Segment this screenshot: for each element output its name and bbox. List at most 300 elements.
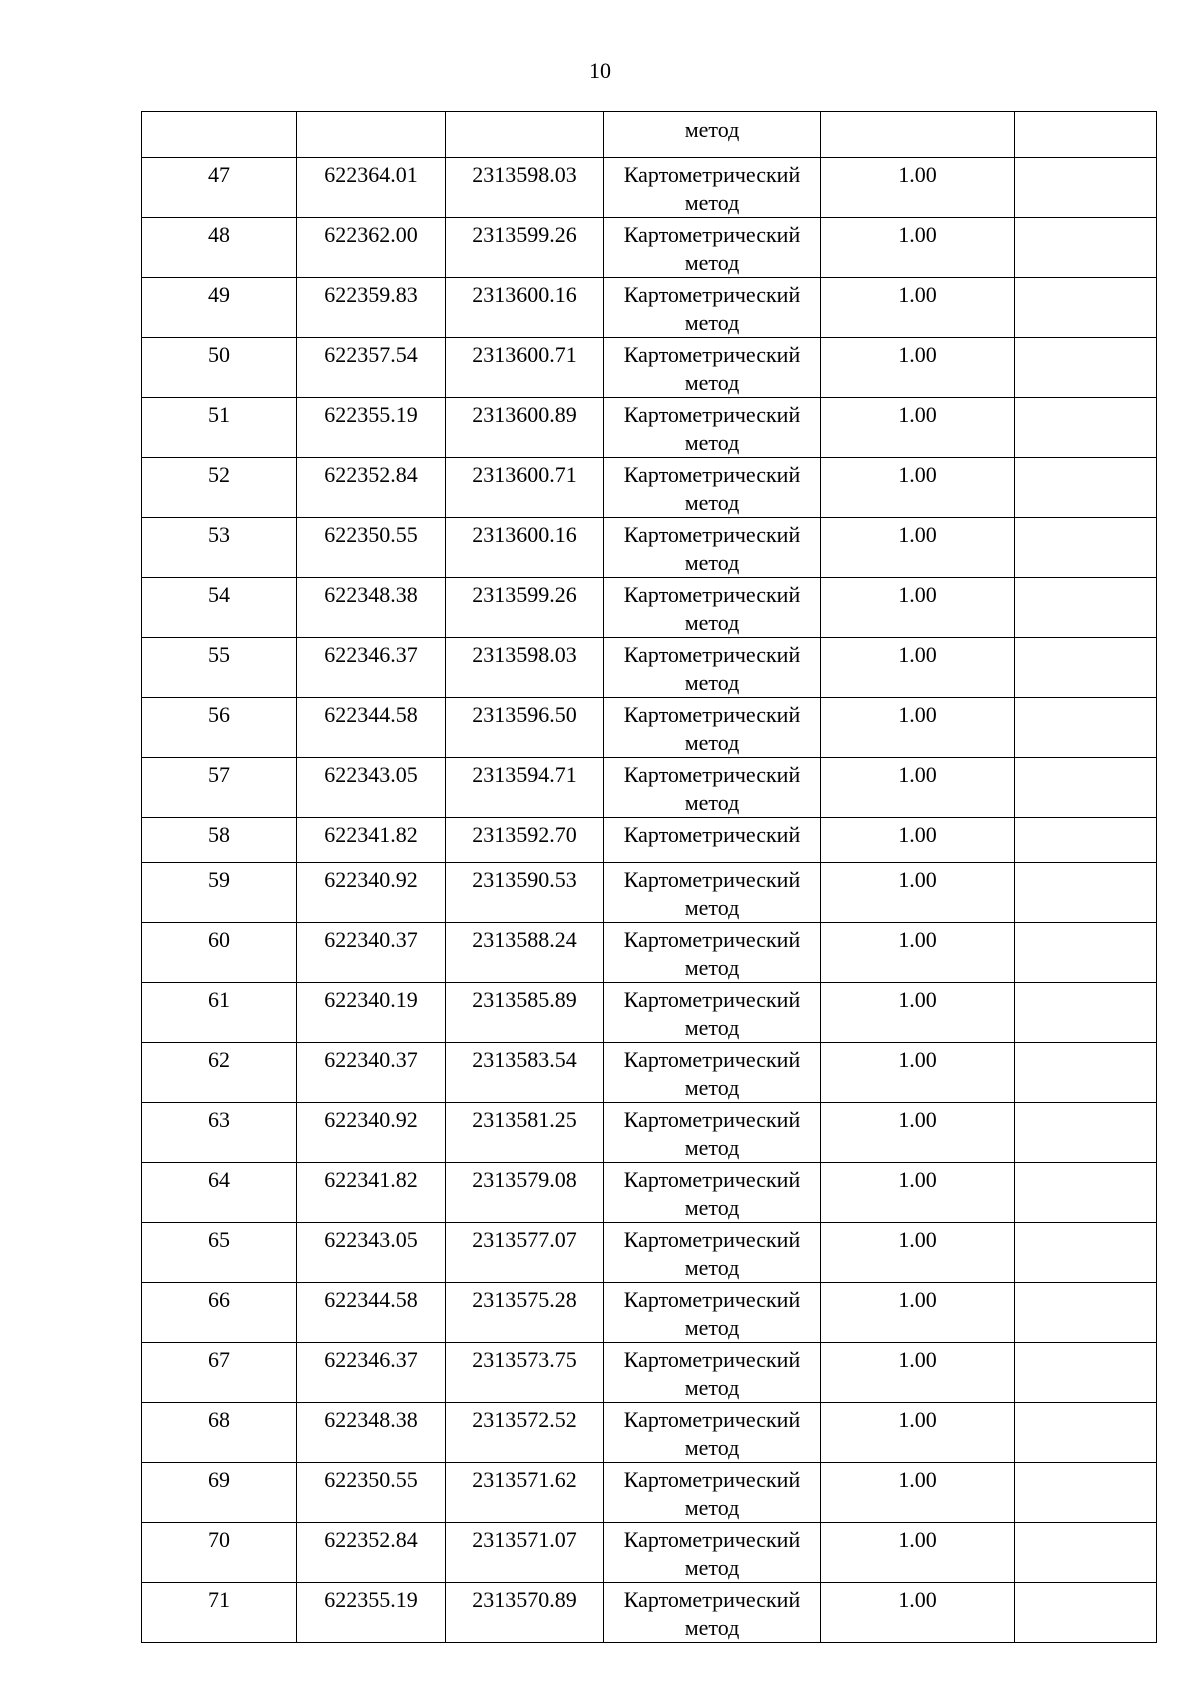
cell-method (604, 698, 821, 758)
cell-y-text: 2313581.25 (472, 1107, 577, 1132)
table-row (142, 218, 1157, 278)
cell-description (1015, 983, 1157, 1043)
cell-y (446, 518, 604, 578)
cell-description (1015, 1043, 1157, 1103)
cell-accuracy-text: 1.00 (898, 582, 937, 607)
cell-x-text: 622350.55 (324, 522, 418, 547)
method-line-2: метод (684, 1615, 740, 1640)
cell-accuracy-text: 1.00 (898, 987, 937, 1012)
cell-method (604, 338, 821, 398)
cell-description (1015, 578, 1157, 638)
cell-accuracy (821, 923, 1015, 983)
cell-accuracy-text: 1.00 (898, 1227, 937, 1252)
method-line-2: метод (684, 550, 740, 575)
cell-point-number-text: 50 (208, 342, 230, 367)
cell-point-number-text: 61 (208, 987, 230, 1012)
table-row (142, 1343, 1157, 1403)
method-line-2: метод (684, 1555, 740, 1580)
cell-accuracy-text: 1.00 (898, 702, 937, 727)
table-row-continuation (142, 112, 1157, 158)
method-line-2: метод (684, 310, 740, 335)
cell-method (604, 158, 821, 218)
method-line-1: Картометрический (623, 987, 801, 1012)
method-line-1: Картометрический (623, 162, 801, 187)
method-line-1: Картометрический (623, 1527, 801, 1552)
cell-point-number-text: 69 (208, 1467, 230, 1492)
method-line-1: Картометрический (623, 1407, 801, 1432)
cell-x (297, 983, 446, 1043)
cell-y (446, 698, 604, 758)
cell-y-text: 2313600.89 (472, 402, 577, 427)
cell-x (297, 1043, 446, 1103)
cell-y (446, 1463, 604, 1523)
cell-x-text: 622346.37 (324, 642, 418, 667)
cell-accuracy (821, 1103, 1015, 1163)
method-line-1: Картометрический (623, 867, 801, 892)
cell-accuracy-text: 1.00 (898, 1047, 937, 1072)
table-row (142, 338, 1157, 398)
cell-x-text: 622346.37 (324, 1347, 418, 1372)
cell-description (1015, 518, 1157, 578)
cell-y-text: 2313590.53 (472, 867, 577, 892)
cell-x (297, 458, 446, 518)
cell-method (604, 112, 821, 158)
cell-method (604, 398, 821, 458)
cell-point-number-text: 51 (208, 402, 230, 427)
cell-x (297, 1343, 446, 1403)
cell-x (297, 1223, 446, 1283)
table-row (142, 983, 1157, 1043)
cell-accuracy-text: 1.00 (898, 162, 937, 187)
cell-y (446, 112, 604, 158)
cell-x (297, 1403, 446, 1463)
cell-y (446, 638, 604, 698)
cell-accuracy-text: 1.00 (898, 1527, 937, 1552)
cell-description (1015, 1223, 1157, 1283)
page-number: 10 (589, 58, 611, 83)
cell-x (297, 218, 446, 278)
method-line-2: метод (684, 250, 740, 275)
method-line-1: Картометрический (623, 522, 801, 547)
cell-method (604, 1403, 821, 1463)
cell-accuracy-text: 1.00 (898, 402, 937, 427)
method-line-2: метод (684, 670, 740, 695)
table-row (142, 1043, 1157, 1103)
cell-x-text: 622355.19 (324, 1587, 418, 1612)
cell-x (297, 112, 446, 158)
cell-accuracy-text: 1.00 (898, 1467, 937, 1492)
cell-method (604, 983, 821, 1043)
cell-description (1015, 1403, 1157, 1463)
cell-y-text: 2313571.07 (472, 1527, 577, 1552)
method-line-1: Картометрический (623, 402, 801, 427)
cell-point-number-text: 56 (208, 702, 230, 727)
cell-accuracy (821, 398, 1015, 458)
cell-y-text: 2313600.71 (472, 462, 577, 487)
cell-y-text: 2313600.16 (472, 522, 577, 547)
method-line-2: метод (684, 955, 740, 980)
cell-x (297, 1523, 446, 1583)
cell-description (1015, 638, 1157, 698)
cell-point-number (142, 1343, 297, 1403)
cell-y (446, 338, 604, 398)
cell-x (297, 518, 446, 578)
cell-y (446, 1043, 604, 1103)
cell-y-text: 2313583.54 (472, 1047, 577, 1072)
cell-x-text: 622350.55 (324, 1467, 418, 1492)
cell-point-number-text: 58 (208, 822, 230, 847)
method-line-2: метод (684, 610, 740, 635)
method-line-2: метод (684, 1495, 740, 1520)
method-line-1: Картометрический (623, 462, 801, 487)
cell-description (1015, 218, 1157, 278)
method-text: метод (684, 117, 740, 142)
cell-accuracy-text: 1.00 (898, 822, 937, 847)
cell-point-number-text: 47 (208, 162, 230, 187)
cell-y (446, 458, 604, 518)
cell-point-number-text: 62 (208, 1047, 230, 1072)
cell-point-number (142, 1463, 297, 1523)
cell-point-number (142, 638, 297, 698)
cell-accuracy-text: 1.00 (898, 1107, 937, 1132)
cell-x (297, 923, 446, 983)
cell-x-text: 622348.38 (324, 582, 418, 607)
cell-point-number-text: 64 (208, 1167, 230, 1192)
table-row (142, 863, 1157, 923)
cell-y (446, 1163, 604, 1223)
cell-accuracy-text: 1.00 (898, 342, 937, 367)
cell-description (1015, 1463, 1157, 1523)
cell-point-number-text: 70 (208, 1527, 230, 1552)
cell-accuracy-text: 1.00 (898, 762, 937, 787)
cell-y (446, 818, 604, 863)
cell-method (604, 578, 821, 638)
cell-point-number-text: 71 (208, 1587, 230, 1612)
cell-description (1015, 1283, 1157, 1343)
cell-point-number (142, 112, 297, 158)
cell-y (446, 578, 604, 638)
cell-method (604, 1463, 821, 1523)
cell-y-text: 2313600.71 (472, 342, 577, 367)
cell-accuracy (821, 1223, 1015, 1283)
cell-x (297, 278, 446, 338)
table-row (142, 458, 1157, 518)
method-line-1: Картометрический (623, 927, 801, 952)
cell-x-text: 622340.92 (324, 1107, 418, 1132)
cell-x (297, 818, 446, 863)
cell-x-text: 622355.19 (324, 402, 418, 427)
cell-point-number (142, 698, 297, 758)
cell-x-text: 622340.37 (324, 927, 418, 952)
method-line-1: Картометрический (623, 282, 801, 307)
cell-accuracy (821, 638, 1015, 698)
cell-description (1015, 863, 1157, 923)
cell-method (604, 1523, 821, 1583)
cell-point-number (142, 983, 297, 1043)
cell-description (1015, 112, 1157, 158)
cell-accuracy-text: 1.00 (898, 222, 937, 247)
cell-x (297, 338, 446, 398)
cell-point-number (142, 518, 297, 578)
cell-y (446, 758, 604, 818)
cell-y-text: 2313588.24 (472, 927, 577, 952)
cell-accuracy (821, 278, 1015, 338)
method-line-1: Картометрический (623, 1587, 801, 1612)
method-line-1: Картометрический (623, 342, 801, 367)
cell-accuracy-text: 1.00 (898, 1167, 937, 1192)
cell-accuracy (821, 518, 1015, 578)
cell-x (297, 638, 446, 698)
cell-method (604, 218, 821, 278)
cell-description (1015, 818, 1157, 863)
cell-x-text: 622362.00 (324, 222, 418, 247)
method-line-2: метод (684, 1075, 740, 1100)
cell-point-number (142, 218, 297, 278)
table-row (142, 1103, 1157, 1163)
table-row (142, 578, 1157, 638)
cell-point-number (142, 578, 297, 638)
table-row (142, 638, 1157, 698)
method-line-1: Картометрический (623, 1467, 801, 1492)
cell-x-text: 622352.84 (324, 462, 418, 487)
cell-description (1015, 698, 1157, 758)
table-row (142, 818, 1157, 863)
cell-y (446, 1103, 604, 1163)
cell-y-text: 2313572.52 (472, 1407, 577, 1432)
cell-x (297, 758, 446, 818)
cell-x-text: 622364.01 (324, 162, 418, 187)
cell-point-number-text: 57 (208, 762, 230, 787)
cell-accuracy (821, 1163, 1015, 1223)
cell-point-number (142, 758, 297, 818)
cell-point-number (142, 1223, 297, 1283)
cell-y-text: 2313598.03 (472, 642, 577, 667)
cell-description (1015, 338, 1157, 398)
cell-method (604, 278, 821, 338)
cell-method (604, 863, 821, 923)
cell-x-text: 622344.58 (324, 1287, 418, 1312)
cell-y-text: 2313594.71 (472, 762, 577, 787)
table-row (142, 1583, 1157, 1643)
cell-accuracy-text: 1.00 (898, 927, 937, 952)
cell-y-text: 2313575.28 (472, 1287, 577, 1312)
cell-y (446, 983, 604, 1043)
method-line-1: Картометрический (623, 642, 801, 667)
cell-point-number (142, 338, 297, 398)
method-line-1: Картометрический (623, 762, 801, 787)
cell-point-number (142, 818, 297, 863)
cell-y-text: 2313599.26 (472, 222, 577, 247)
cell-point-number-text: 55 (208, 642, 230, 667)
cell-accuracy (821, 1403, 1015, 1463)
cell-accuracy (821, 758, 1015, 818)
method-line-2: метод (684, 1375, 740, 1400)
cell-point-number-text: 60 (208, 927, 230, 952)
cell-y-text: 2313579.08 (472, 1167, 577, 1192)
cell-point-number-text: 65 (208, 1227, 230, 1252)
cell-x-text: 622341.82 (324, 822, 418, 847)
table-row (142, 698, 1157, 758)
cell-description (1015, 1163, 1157, 1223)
cell-y (446, 398, 604, 458)
cell-description (1015, 278, 1157, 338)
table-row (142, 398, 1157, 458)
cell-point-number-text: 53 (208, 522, 230, 547)
cell-point-number-text: 52 (208, 462, 230, 487)
cell-accuracy (821, 1343, 1015, 1403)
method-line-2: метод (684, 370, 740, 395)
cell-accuracy-text: 1.00 (898, 1287, 937, 1312)
cell-description (1015, 158, 1157, 218)
cell-accuracy-text: 1.00 (898, 1347, 937, 1372)
cell-y-text: 2313577.07 (472, 1227, 577, 1252)
cell-x (297, 578, 446, 638)
cell-y-text: 2313570.89 (472, 1587, 577, 1612)
cell-y (446, 1343, 604, 1403)
cell-accuracy (821, 1463, 1015, 1523)
table-row (142, 1523, 1157, 1583)
method-line-2: метод (684, 895, 740, 920)
cell-x-text: 622357.54 (324, 342, 418, 367)
method-line-1: Картометрический (623, 222, 801, 247)
cell-description (1015, 1583, 1157, 1643)
method-line-2: метод (684, 190, 740, 215)
cell-y (446, 158, 604, 218)
table-row (142, 1463, 1157, 1523)
method-line-1: Картометрический (623, 582, 801, 607)
method-line-2: метод (684, 1435, 740, 1460)
cell-y (446, 923, 604, 983)
cell-accuracy-text: 1.00 (898, 1587, 937, 1612)
cell-y-text: 2313596.50 (472, 702, 577, 727)
cell-method (604, 1583, 821, 1643)
method-line-2: метод (684, 1315, 740, 1340)
cell-point-number (142, 923, 297, 983)
cell-x (297, 1163, 446, 1223)
cell-description (1015, 398, 1157, 458)
cell-method (604, 818, 821, 863)
cell-x (297, 1103, 446, 1163)
method-line-1: Картометрический (623, 1167, 801, 1192)
method-line-1: Картометрический (623, 1047, 801, 1072)
cell-point-number (142, 398, 297, 458)
cell-point-number-text: 68 (208, 1407, 230, 1432)
cell-point-number-text: 54 (208, 582, 230, 607)
cell-accuracy (821, 1283, 1015, 1343)
method-line-2: метод (684, 1135, 740, 1160)
cell-accuracy (821, 218, 1015, 278)
cell-x-text: 622340.37 (324, 1047, 418, 1072)
cell-x (297, 698, 446, 758)
cell-method (604, 1043, 821, 1103)
cell-point-number (142, 158, 297, 218)
cell-accuracy-text: 1.00 (898, 867, 937, 892)
cell-accuracy (821, 1523, 1015, 1583)
cell-x (297, 863, 446, 923)
cell-accuracy-text: 1.00 (898, 642, 937, 667)
cell-point-number (142, 1103, 297, 1163)
cell-method (604, 518, 821, 578)
cell-description (1015, 923, 1157, 983)
cell-point-number-text: 59 (208, 867, 230, 892)
cell-y (446, 218, 604, 278)
cell-point-number (142, 1043, 297, 1103)
cell-description (1015, 1523, 1157, 1583)
method-line-1: Картометрический (623, 1227, 801, 1252)
cell-accuracy-text: 1.00 (898, 522, 937, 547)
cell-x-text: 622343.05 (324, 762, 418, 787)
method-line-2: метод (684, 490, 740, 515)
cell-method (604, 458, 821, 518)
cell-x (297, 398, 446, 458)
cell-method (604, 1103, 821, 1163)
cell-x-text: 622343.05 (324, 1227, 418, 1252)
cell-method (604, 1343, 821, 1403)
cell-y (446, 1523, 604, 1583)
cell-point-number (142, 1583, 297, 1643)
cell-y (446, 863, 604, 923)
table-row (142, 278, 1157, 338)
cell-x (297, 1283, 446, 1343)
method-line-1: Картометрический (623, 1287, 801, 1312)
cell-accuracy (821, 578, 1015, 638)
cell-accuracy (821, 983, 1015, 1043)
cell-x (297, 1463, 446, 1523)
cell-x-text: 622340.92 (324, 867, 418, 892)
table-body (142, 112, 1157, 1643)
method-line-2: метод (684, 1195, 740, 1220)
cell-y (446, 1223, 604, 1283)
cell-point-number (142, 278, 297, 338)
method-line-1: Картометрический (623, 822, 801, 847)
cell-accuracy (821, 458, 1015, 518)
method-line-1: Картометрический (623, 1347, 801, 1372)
cell-description (1015, 1103, 1157, 1163)
cell-x (297, 1583, 446, 1643)
method-line-2: метод (684, 1015, 740, 1040)
cell-method (604, 638, 821, 698)
cell-accuracy (821, 338, 1015, 398)
cell-method (604, 1283, 821, 1343)
method-line-1: Картометрический (623, 1107, 801, 1132)
cell-point-number (142, 458, 297, 518)
cell-accuracy-text: 1.00 (898, 462, 937, 487)
cell-x-text: 622348.38 (324, 1407, 418, 1432)
cell-description (1015, 458, 1157, 518)
cell-y (446, 278, 604, 338)
cell-x-text: 622341.82 (324, 1167, 418, 1192)
table-row (142, 758, 1157, 818)
cell-accuracy-text: 1.00 (898, 282, 937, 307)
cell-y (446, 1583, 604, 1643)
cell-point-number (142, 863, 297, 923)
cell-accuracy (821, 1043, 1015, 1103)
cell-method (604, 923, 821, 983)
table-row (142, 518, 1157, 578)
cell-point-number (142, 1523, 297, 1583)
cell-y-text: 2313600.16 (472, 282, 577, 307)
cell-x-text: 622359.83 (324, 282, 418, 307)
table-row (142, 1163, 1157, 1223)
cell-y-text: 2313599.26 (472, 582, 577, 607)
cell-accuracy (821, 863, 1015, 923)
table-row (142, 1283, 1157, 1343)
table-row (142, 1223, 1157, 1283)
cell-point-number-text: 66 (208, 1287, 230, 1312)
cell-point-number (142, 1403, 297, 1463)
cell-y-text: 2313585.89 (472, 987, 577, 1012)
cell-x (297, 158, 446, 218)
